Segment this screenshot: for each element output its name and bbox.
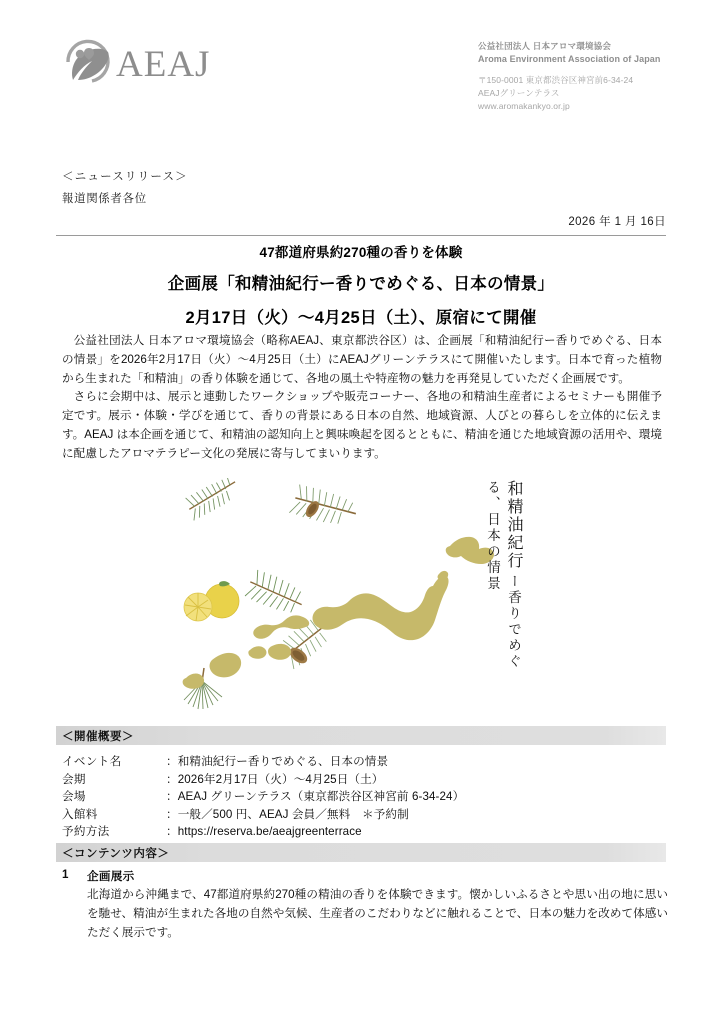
content-item-head <box>62 868 668 884</box>
content-item <box>62 868 668 942</box>
details-value: ：2026年2月17日（火）〜4月25日（土） <box>166 772 384 786</box>
details-value: ：和精油紀行ー香りでめぐる、日本の情景 <box>166 755 389 768</box>
press-addressee: 報道関係者各位 <box>62 193 147 205</box>
content-item-text: 北海道から沖縄まで、47都道府県約270種の精油の香りを体験できます。懐かしいふるさとや思い出の地に思いを馳せ、精油が生まれた各地の自然や気候、生産者のこだわりなどに触れることで、日本の魅力を改めて体感いただく展示です。 <box>87 888 668 939</box>
details-row <box>62 753 464 771</box>
vertical-title-block <box>482 480 525 695</box>
aeaj-logo-text: AEAJ <box>116 44 211 85</box>
document-header <box>0 30 722 110</box>
website-url[interactable]: www.aromakankyo.or.jp <box>478 101 570 112</box>
details-row <box>62 806 464 824</box>
title-main: 企画展「和精油紀行ー香りでめぐる、日本の情景」 <box>167 275 555 294</box>
contents-section-banner <box>56 843 666 862</box>
building-name: AEAJグリーンテラス <box>478 88 560 99</box>
details-label: 予約方法 <box>62 825 110 839</box>
details-label: 入館料 <box>62 807 98 821</box>
body-paragraph-2: さらに会期中は、展示と連動したワークショップや販売コーナー、各地の和精油生産者によるセミナーも開催予定です。展示・体験・学びを通じて、香りの背景にある日本の自然、地域資源、人びとの暮らしを立体的に伝えます。AEAJ は本企画を通じて、和精油の認知向上と興味喚起を図るとともに、精油を通じた地域資源の活用や、環境に配慮したアロマテラピー文化の発展に寄与してまいります。 <box>62 390 663 460</box>
details-row <box>62 823 464 841</box>
yuzu-citrus-icon <box>184 581 239 621</box>
vertical-title: 和精油紀行 <box>505 480 522 570</box>
news-release-tag: ＜ニュースリリース＞ <box>62 171 188 183</box>
fir-branch-with-cone-icon <box>288 481 359 536</box>
content-item-title: 企画展示 <box>87 870 135 883</box>
org-name-jp: 公益社団法人 日本アロマ環境協会 <box>478 41 612 51</box>
contents-banner-label: ＜コンテンツ内容＞ <box>62 848 170 860</box>
details-label: 会場 <box>62 790 86 804</box>
details-row <box>62 788 464 806</box>
vertical-subtitle: ー香りでめぐる、日本の情景 <box>485 480 521 670</box>
event-details-list <box>62 753 464 841</box>
cedar-branch-icon <box>243 567 307 622</box>
body-paragraph-1: 公益社団法人 日本アロマ環境協会（略称AEAJ、東京都渋谷区）は、企画展「和精油紀行ー香りでめぐる、日本の情景」を2026年2月17日（火）〜4月25日（土）にAEAJグリーンテラスにて開催いたします。日本で育った植物から生まれた「和精油」の香り体験を通じて、各地の風土や特産物の魅力を再発見していただく企画展です。 <box>62 334 662 385</box>
details-label: 会期 <box>62 772 86 786</box>
org-name-en: Aroma Environment Association of Japan <box>478 54 661 65</box>
content-item-number: 1 <box>62 868 69 881</box>
aeaj-logo <box>62 38 210 91</box>
header-divider <box>56 235 666 236</box>
outline-section-banner <box>56 726 666 745</box>
title-subtitle: 47都道府県約270種の香りを体験 <box>259 245 463 260</box>
details-label: イベント名 <box>62 755 122 768</box>
release-date: 2026 年 1 月 16日 <box>568 216 666 228</box>
pine-branch-icon <box>183 478 242 521</box>
title-dates: 2月17日（火）〜4月25日（土）、原宿にて開催 <box>185 309 537 327</box>
org-address-block <box>478 74 661 114</box>
details-value: ：AEAJ グリーンテラス（東京都渋谷区神宮前 6-34-24） <box>166 790 465 804</box>
body-text <box>62 332 662 463</box>
details-value: ：一般／500 円、AEAJ 会員／無料 ＊予約制 <box>166 807 409 821</box>
reservation-url[interactable]: ：https://reserva.be/aeajgreenterrace <box>166 825 362 839</box>
title-block <box>0 243 722 331</box>
aeaj-leaf-logo-icon <box>62 38 114 91</box>
postal-address: 〒150-0001 東京都渋谷区神宮前6-34-24 <box>478 75 634 86</box>
outline-banner-label: ＜開催概要＞ <box>62 731 134 743</box>
org-contact-block <box>478 40 661 114</box>
key-visual-illustration <box>150 478 580 713</box>
details-row <box>62 771 464 789</box>
